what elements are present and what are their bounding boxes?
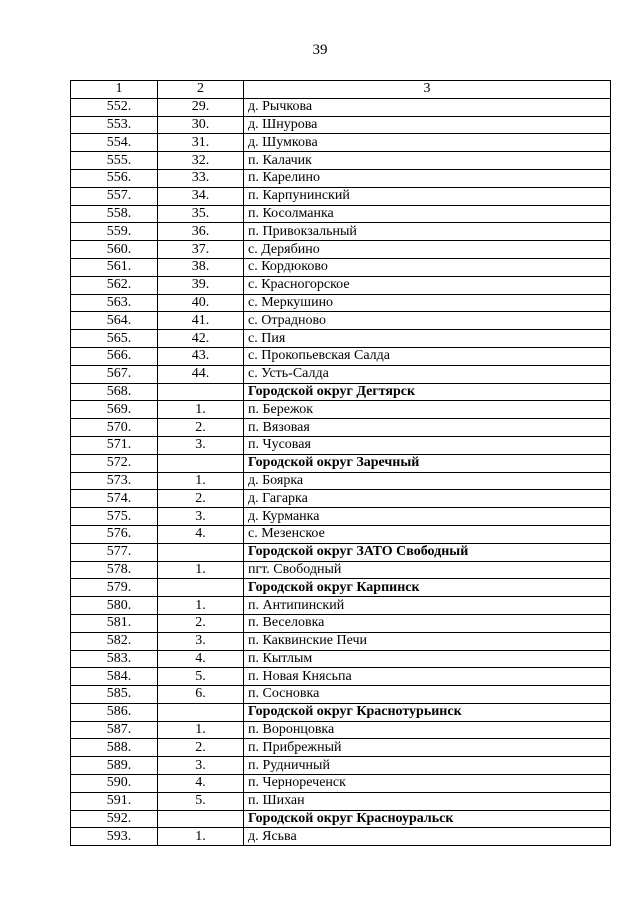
settlement-name-cell: п. Привокзальный <box>244 223 611 241</box>
sub-number-cell: 1. <box>158 597 244 615</box>
table-row <box>71 454 611 472</box>
row-number-cell: 563. <box>71 294 158 312</box>
table-row <box>71 241 611 259</box>
sub-number-cell: 6. <box>158 686 244 704</box>
row-number-cell: 566. <box>71 347 158 365</box>
row-number-cell: 586. <box>71 703 158 721</box>
sub-number-cell: 37. <box>158 241 244 259</box>
sub-number-cell <box>158 454 244 472</box>
row-number-cell: 585. <box>71 686 158 704</box>
table-row <box>71 775 611 793</box>
settlement-name-cell: Городской округ ЗАТО Свободный <box>244 543 611 561</box>
table-row <box>71 258 611 276</box>
row-number-cell: 591. <box>71 792 158 810</box>
settlement-name-cell: д. Гагарка <box>244 490 611 508</box>
sub-number-cell: 1. <box>158 721 244 739</box>
row-number-cell: 553. <box>71 116 158 134</box>
settlement-name-cell: Городской округ Красноуральск <box>244 810 611 828</box>
table-row <box>71 686 611 704</box>
settlement-name-cell: п. Прибрежный <box>244 739 611 757</box>
row-number-cell: 557. <box>71 187 158 205</box>
row-number-cell: 587. <box>71 721 158 739</box>
settlement-name-cell: п. Новая Княсьпа <box>244 668 611 686</box>
row-number-cell: 564. <box>71 312 158 330</box>
sub-number-cell <box>158 543 244 561</box>
sub-number-cell: 4. <box>158 650 244 668</box>
table-row <box>71 597 611 615</box>
table-row <box>71 276 611 294</box>
settlement-name-cell: п. Косолманка <box>244 205 611 223</box>
table-row <box>71 152 611 170</box>
settlement-name-cell: п. Веселовка <box>244 614 611 632</box>
column-header-1: 1 <box>71 81 158 99</box>
settlement-name-cell: Городской округ Заречный <box>244 454 611 472</box>
row-number-cell: 574. <box>71 490 158 508</box>
table-row <box>71 205 611 223</box>
table-row <box>71 810 611 828</box>
sub-number-cell: 34. <box>158 187 244 205</box>
page-number: 39 <box>312 42 328 58</box>
sub-number-cell: 2. <box>158 739 244 757</box>
table-row <box>71 792 611 810</box>
settlement-name-cell: Городской округ Дегтярск <box>244 383 611 401</box>
settlement-name-cell: п. Вязовая <box>244 419 611 437</box>
settlement-name-cell: д. Боярка <box>244 472 611 490</box>
row-number-cell: 567. <box>71 365 158 383</box>
settlement-name-cell: с. Отрадново <box>244 312 611 330</box>
sub-number-cell: 2. <box>158 614 244 632</box>
sub-number-cell: 44. <box>158 365 244 383</box>
row-number-cell: 571. <box>71 436 158 454</box>
settlement-name-cell: д. Курманка <box>244 508 611 526</box>
sub-number-cell: 1. <box>158 561 244 579</box>
sub-number-cell: 30. <box>158 116 244 134</box>
row-number-cell: 583. <box>71 650 158 668</box>
row-number-cell: 573. <box>71 472 158 490</box>
row-number-cell: 560. <box>71 241 158 259</box>
sub-number-cell: 35. <box>158 205 244 223</box>
row-number-cell: 584. <box>71 668 158 686</box>
row-number-cell: 569. <box>71 401 158 419</box>
sub-number-cell: 29. <box>158 98 244 116</box>
sub-number-cell: 3. <box>158 508 244 526</box>
sub-number-cell: 40. <box>158 294 244 312</box>
settlement-name-cell: п. Кытлым <box>244 650 611 668</box>
settlement-name-cell: с. Усть-Салда <box>244 365 611 383</box>
sub-number-cell: 33. <box>158 169 244 187</box>
row-number-cell: 588. <box>71 739 158 757</box>
table-row <box>71 98 611 116</box>
sub-number-cell: 5. <box>158 792 244 810</box>
sub-number-cell: 2. <box>158 419 244 437</box>
table-row <box>71 668 611 686</box>
settlement-name-cell: Городской округ Карпинск <box>244 579 611 597</box>
settlement-name-cell: с. Красногорское <box>244 276 611 294</box>
settlement-name-cell: с. Меркушино <box>244 294 611 312</box>
table-row <box>71 561 611 579</box>
settlement-name-cell: п. Сосновка <box>244 686 611 704</box>
settlement-name-cell: с. Прокопьевская Салда <box>244 347 611 365</box>
table-row <box>71 739 611 757</box>
column-header-2: 2 <box>158 81 244 99</box>
row-number-cell: 593. <box>71 828 158 846</box>
row-number-cell: 558. <box>71 205 158 223</box>
settlement-name-cell: д. Рычкова <box>244 98 611 116</box>
settlement-name-cell: с. Дерябино <box>244 241 611 259</box>
table-row <box>71 650 611 668</box>
row-number-cell: 592. <box>71 810 158 828</box>
sub-number-cell: 1. <box>158 401 244 419</box>
row-number-cell: 578. <box>71 561 158 579</box>
table-row <box>71 347 611 365</box>
table-row <box>71 169 611 187</box>
table-row <box>71 579 611 597</box>
column-header-3: 3 <box>244 81 611 99</box>
row-number-cell: 580. <box>71 597 158 615</box>
row-number-cell: 556. <box>71 169 158 187</box>
row-number-cell: 577. <box>71 543 158 561</box>
row-number-cell: 575. <box>71 508 158 526</box>
settlement-name-cell: п. Воронцовка <box>244 721 611 739</box>
settlement-name-cell: п. Чусовая <box>244 436 611 454</box>
table-row <box>71 614 611 632</box>
table-row <box>71 134 611 152</box>
settlement-name-cell: п. Бережок <box>244 401 611 419</box>
sub-number-cell: 2. <box>158 490 244 508</box>
table-row <box>71 757 611 775</box>
row-number-cell: 559. <box>71 223 158 241</box>
row-number-cell: 572. <box>71 454 158 472</box>
settlement-name-cell: п. Чернореченск <box>244 775 611 793</box>
row-number-cell: 582. <box>71 632 158 650</box>
settlement-name-cell: п. Калачик <box>244 152 611 170</box>
settlement-name-cell: с. Пия <box>244 330 611 348</box>
settlement-name-cell: д. Шумкова <box>244 134 611 152</box>
table-row <box>71 703 611 721</box>
sub-number-cell: 1. <box>158 828 244 846</box>
settlement-name-cell: п. Шихан <box>244 792 611 810</box>
sub-number-cell: 32. <box>158 152 244 170</box>
settlement-name-cell: д. Шнурова <box>244 116 611 134</box>
sub-number-cell: 36. <box>158 223 244 241</box>
sub-number-cell: 3. <box>158 632 244 650</box>
table-row <box>71 436 611 454</box>
sub-number-cell: 5. <box>158 668 244 686</box>
settlement-name-cell: с. Кордюково <box>244 258 611 276</box>
row-number-cell: 581. <box>71 614 158 632</box>
sub-number-cell: 38. <box>158 258 244 276</box>
sub-number-cell: 39. <box>158 276 244 294</box>
table-row <box>71 543 611 561</box>
row-number-cell: 576. <box>71 525 158 543</box>
row-number-cell: 565. <box>71 330 158 348</box>
sub-number-cell: 41. <box>158 312 244 330</box>
table-row <box>71 383 611 401</box>
table-row <box>71 472 611 490</box>
row-number-cell: 555. <box>71 152 158 170</box>
sub-number-cell: 4. <box>158 525 244 543</box>
table-header-row <box>71 81 611 99</box>
settlement-name-cell: с. Мезенское <box>244 525 611 543</box>
row-number-cell: 590. <box>71 775 158 793</box>
table-row <box>71 632 611 650</box>
table-row <box>71 401 611 419</box>
settlement-name-cell: пгт. Свободный <box>244 561 611 579</box>
sub-number-cell: 3. <box>158 757 244 775</box>
row-number-cell: 589. <box>71 757 158 775</box>
table-row <box>71 330 611 348</box>
settlements-table <box>70 80 611 846</box>
sub-number-cell <box>158 383 244 401</box>
row-number-cell: 561. <box>71 258 158 276</box>
settlement-name-cell: п. Антипинский <box>244 597 611 615</box>
row-number-cell: 568. <box>71 383 158 401</box>
sub-number-cell: 42. <box>158 330 244 348</box>
settlement-name-cell: Городской округ Краснотурьинск <box>244 703 611 721</box>
table-row <box>71 223 611 241</box>
sub-number-cell: 31. <box>158 134 244 152</box>
table-row <box>71 365 611 383</box>
sub-number-cell <box>158 579 244 597</box>
table-row <box>71 312 611 330</box>
sub-number-cell: 1. <box>158 472 244 490</box>
settlement-name-cell: д. Ясьва <box>244 828 611 846</box>
table-row <box>71 525 611 543</box>
row-number-cell: 554. <box>71 134 158 152</box>
row-number-cell: 579. <box>71 579 158 597</box>
settlement-name-cell: п. Карпунинский <box>244 187 611 205</box>
sub-number-cell: 4. <box>158 775 244 793</box>
row-number-cell: 562. <box>71 276 158 294</box>
table-row <box>71 294 611 312</box>
sub-number-cell <box>158 810 244 828</box>
sub-number-cell: 3. <box>158 436 244 454</box>
table-row <box>71 721 611 739</box>
row-number-cell: 570. <box>71 419 158 437</box>
settlement-name-cell: п. Рудничный <box>244 757 611 775</box>
table-row <box>71 419 611 437</box>
table-row <box>71 116 611 134</box>
table-row <box>71 187 611 205</box>
sub-number-cell: 43. <box>158 347 244 365</box>
row-number-cell: 552. <box>71 98 158 116</box>
table-row <box>71 490 611 508</box>
sub-number-cell <box>158 703 244 721</box>
table-row <box>71 828 611 846</box>
settlement-name-cell: п. Каквинские Печи <box>244 632 611 650</box>
settlement-name-cell: п. Карелино <box>244 169 611 187</box>
table-row <box>71 508 611 526</box>
